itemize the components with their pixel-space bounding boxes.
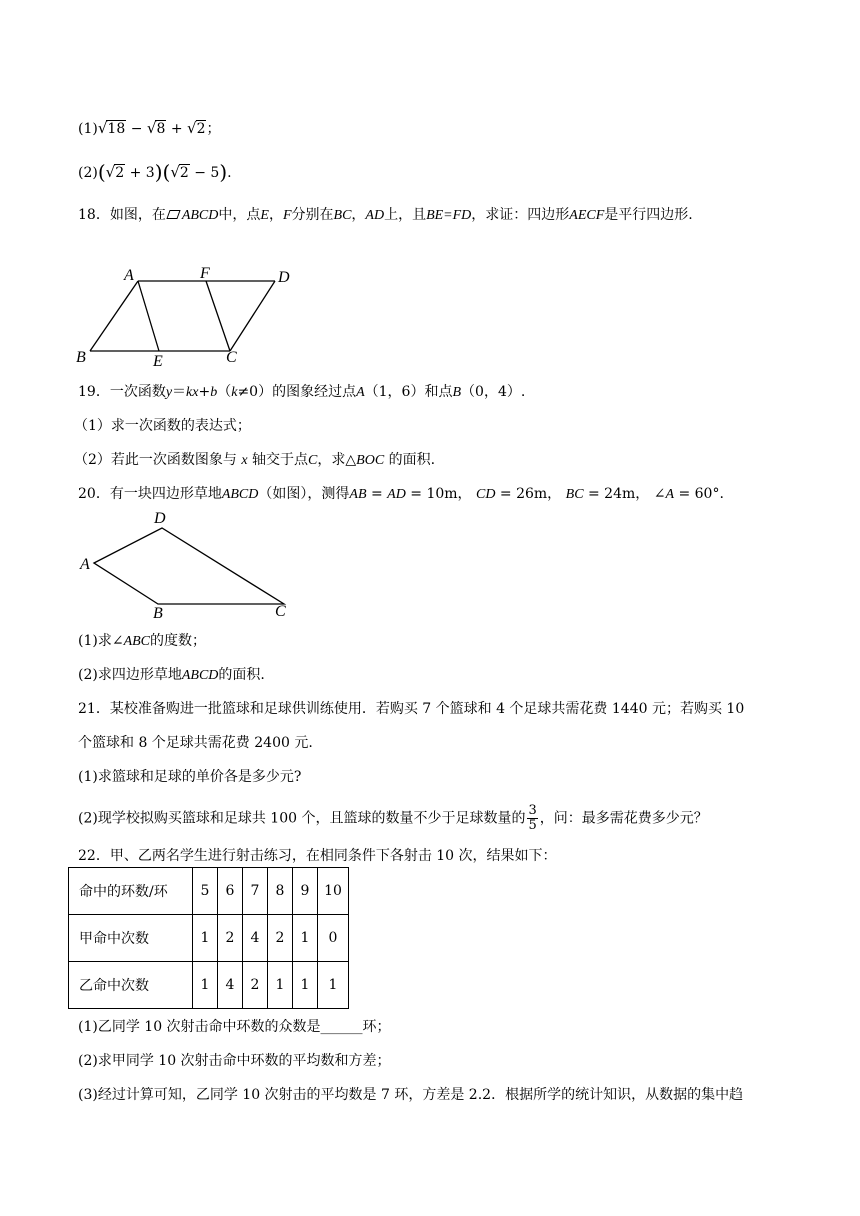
table-cell: 10	[318, 868, 349, 915]
table-cell: 7	[243, 868, 268, 915]
table-cell: 1	[293, 915, 318, 962]
table-row-header	[69, 868, 349, 915]
q17-part2: (2)(√2 + 3)(√2 − 5).	[78, 160, 232, 184]
answer-blank: ______	[320, 1019, 363, 1035]
label-F: F	[200, 265, 210, 282]
q22-stem: 22．甲、乙两名学生进行射击练习，在相同条件下各射击 10 次，结果如下：	[78, 848, 557, 864]
table-cell: 甲命中次数	[69, 915, 193, 962]
q20-part1: (1)求∠ABC的度数；	[78, 633, 207, 649]
label-B: B	[153, 605, 163, 621]
q22-part2: (2)求甲同学 10 次射击命中环数的平均数和方差；	[78, 1053, 391, 1069]
table-cell: 乙命中次数	[69, 962, 193, 1009]
q18-stem: 18．如图，在 ABCD中，点E，F分别在BC，AD上，且BE=FD，求证：四边形AECF是平行四边形.	[78, 207, 693, 223]
label-A: A	[80, 556, 90, 573]
table-cell: 2	[218, 915, 243, 962]
q21-part2: (2)现学校拟购买篮球和足球共 100 个，且篮球的数量不少于足球数量的 $\frac{3}{5}$ ，问：最多需花费多少元？	[78, 803, 708, 833]
table-row-yi	[69, 962, 349, 1009]
label-D: D	[278, 269, 290, 286]
q19-part1: （1）求一次函数的表达式；	[74, 418, 251, 434]
q22-part1: (1)乙同学 10 次射击命中环数的众数是______环；	[78, 1019, 391, 1035]
table-cell: 1	[318, 962, 349, 1009]
q21-stem-line2: 个篮球和 8 个足球共需花费 2400 元.	[78, 735, 313, 751]
table-cell: 命中的环数/环	[69, 868, 193, 915]
label-C: C	[226, 349, 237, 366]
table-cell: 9	[293, 868, 318, 915]
table-cell: 4	[218, 962, 243, 1009]
q20-part2: (2)求四边形草地ABCD的面积.	[78, 667, 265, 683]
table-cell: 6	[218, 868, 243, 915]
table-cell: 1	[193, 962, 218, 1009]
table-cell: 1	[293, 962, 318, 1009]
label-D: D	[154, 510, 166, 527]
q19-stem: 19．一次函数y＝kx+b（k≠0）的图象经过点A（1，6）和点B（0，4）.	[78, 384, 526, 400]
fraction-3-5: $\frac{3}{5}$	[528, 803, 537, 833]
q17-part1: (1)√18 − √8 + √2；	[78, 119, 221, 137]
table-cell: 8	[268, 868, 293, 915]
table-cell: 1	[268, 962, 293, 1009]
table-cell: 2	[243, 962, 268, 1009]
q19-part2: （2）若此一次函数图象与 x 轴交于点C，求△BOC 的面积.	[74, 452, 436, 468]
q21-stem-line1: 21．某校准备购进一批篮球和足球供训练使用．若购买 7 个篮球和 4 个足球共需花费 1440 元；若购买 10	[78, 701, 745, 717]
label-A: A	[124, 267, 134, 284]
parallelogram-figure	[70, 262, 300, 372]
q22-part3: (3)经过计算可知，乙同学 10 次射击的平均数是 7 环，方差是 2.2．根据所学的统计知识，从数据的集中趋	[78, 1087, 744, 1103]
parallelogram-symbol	[166, 210, 180, 219]
table-row-jia	[69, 915, 349, 962]
label-B: B	[76, 349, 86, 366]
table-cell: 2	[268, 915, 293, 962]
shooting-results-table	[68, 867, 349, 1009]
table-cell: 5	[193, 868, 218, 915]
table-cell: 4	[243, 915, 268, 962]
quadrilateral-figure	[72, 505, 302, 621]
table-cell: 0	[318, 915, 349, 962]
label-C: C	[275, 603, 286, 620]
q20-stem: 20．有一块四边形草地ABCD（如图），测得AB = AD = 10m， CD = 26m， BC = 24m， ∠A = 60°.	[78, 486, 724, 502]
table-cell: 1	[193, 915, 218, 962]
label-E: E	[153, 353, 163, 370]
q21-part1: (1)求篮球和足球的单价各是多少元?	[78, 769, 302, 785]
